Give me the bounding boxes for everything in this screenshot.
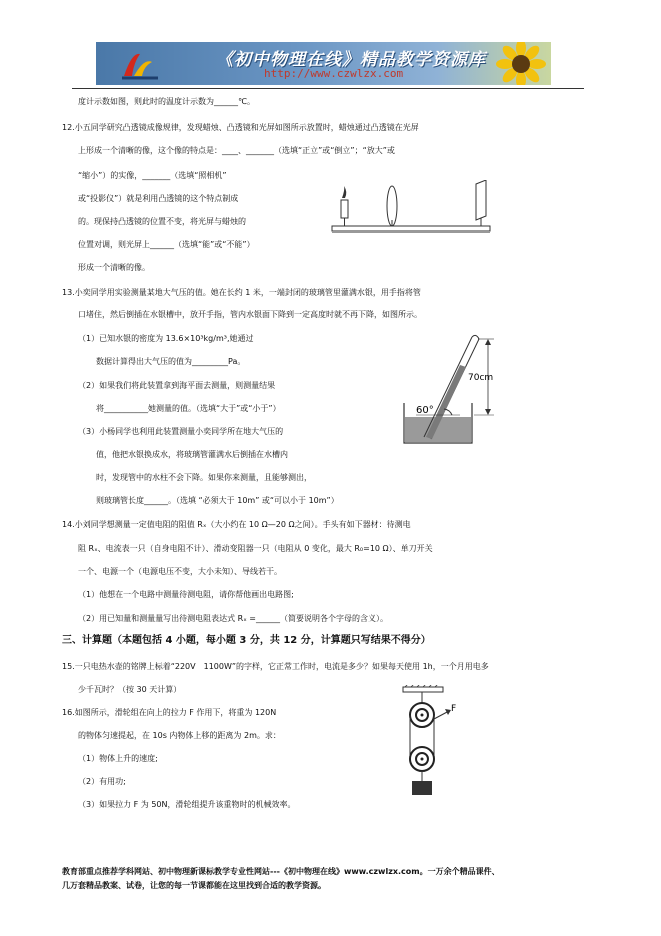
text-line: （2）用已知量和测量量写出待测电阻表达式 Rₓ =______（简要说明各个字母的含义）。 <box>78 614 388 623</box>
site-logo-icon <box>118 48 162 80</box>
sunflower-icon <box>493 42 547 85</box>
section-3-heading: 三、计算题（本题包括 4 小题，每小题 3 分，共 12 分，计算题只写结果不得分） <box>62 635 431 646</box>
question-12: 12.小五同学研究凸透镜成像规律，发现蜡烛、凸透镜和光屏如图所示放置时，蜡烛通过凸透镜在光屏 <box>62 123 419 132</box>
force-label: F <box>451 704 457 714</box>
question-14: 14.小刘同学想测量一定值电阻的阻值 Rₓ（大小约在 10 Ω—20 Ω之间）。手头有如下器材：待测电 <box>62 520 411 529</box>
text-line: （1）他想在一个电路中测量待测电阻，请你帮他画出电路图; <box>78 590 294 599</box>
question-16: 16.如图所示，滑轮组在向上的拉力 F 作用下，将重为 120N <box>62 708 277 717</box>
lens-bench-figure <box>330 180 495 245</box>
tube-length-label: 70cm <box>468 373 494 383</box>
text-line: 的。现保持凸透镜的位置不变，将光屏与蜡烛的 <box>78 217 246 226</box>
text-line: （1）物体上升的速度; <box>78 754 158 763</box>
footer-line: 几万套精品教案、试卷，让您的每一节课都能在这里找到合适的教学资源。 <box>62 881 326 890</box>
question-13: 13.小奕同学用实验测量某地大气压的值。她在长约 1 米，一端封闭的玻璃管里灌满水银，用手指将管 <box>62 288 421 297</box>
pulley-figure <box>395 685 470 800</box>
text-line: 位置对调，则光屏上______（选填“能”或“不能”） <box>78 240 255 249</box>
text-line: 阻 Rₓ、电流表一只（自身电阻不计）、滑动变阻器一只（电阻从 0 变化，最大 R₀=10 Ω）、单刀开关 <box>78 544 433 553</box>
question-15: 15.一只电热水壶的铭牌上标着“220V 1100W”的字样，它正常工作时，电流是多少？如果每天使用 1h，一个月用电多 <box>62 662 489 671</box>
text-line: 值，他把水银换成水，将玻璃管灌满水后倒插在水槽内 <box>96 450 288 459</box>
text-line: 形成一个清晰的像。 <box>78 263 150 272</box>
text-line: （3）小杨同学也利用此装置测量小奕同学所在地大气压的 <box>78 427 284 436</box>
text-line: 数据计算得出大气压的值为_________Pa。 <box>96 357 246 366</box>
text-line: 口堵住，然后倒插在水银槽中，放开手指，管内水银面下降到一定高度时就不再下降，如图所示。 <box>78 310 422 319</box>
text-line: （2）如果我们将此装置拿到海平面去测量，则测量结果 <box>78 381 276 390</box>
text-line: 时，发现管中的水柱不会下降。如果你来测量，且能够测出， <box>96 473 312 482</box>
barometer-figure <box>400 325 510 447</box>
site-url[interactable]: http://www.czwlzx.com <box>264 67 404 80</box>
header-rule <box>72 88 584 89</box>
tube-angle-label: 60° <box>416 405 434 416</box>
text-line: （3）如果拉力 F 为 50N，滑轮组提升该重物时的机械效率。 <box>78 800 296 809</box>
text-line: 或“投影仪”）就是利用凸透镜的这个特点制成 <box>78 194 239 203</box>
text-line: （1）已知水银的密度为 13.6×10³kg/m³,她通过 <box>78 334 254 343</box>
header-banner <box>96 42 551 85</box>
text-line: 将___________她测量的值。（选填“大于”或“小于”） <box>96 404 281 413</box>
text-line: “缩小”）的实像，_______（选填“照相机” <box>78 171 227 180</box>
text-line: 少千瓦时？（按 30 天计算） <box>78 685 182 694</box>
site-title: 《初中物理在线》精品教学资源库 <box>216 50 486 70</box>
text-line: 的物体匀速提起，在 10s 内物体上移的距离为 2m。求： <box>78 731 281 740</box>
text-line: 度计示数如图，则此时的温度计示数为______℃。 <box>78 97 255 106</box>
text-line: 上形成一个清晰的像，这个像的特点是：____、_______（选填“正立”或“倒立”；“放大”或 <box>78 146 395 155</box>
footer-line: 教育部重点推荐学科网站、初中物理新课标教学专业性网站---《初中物理在线》www.czwlzx.com。一万余个精品课件、 <box>62 867 500 876</box>
text-line: （2）有用功; <box>78 777 126 786</box>
text-line: 一个、电源一个（电源电压不变，大小未知）、导线若干。 <box>78 567 282 576</box>
text-line: 则玻璃管长度______。（选填 “必须大于 10m” 或“可以小于 10m”） <box>96 496 339 505</box>
